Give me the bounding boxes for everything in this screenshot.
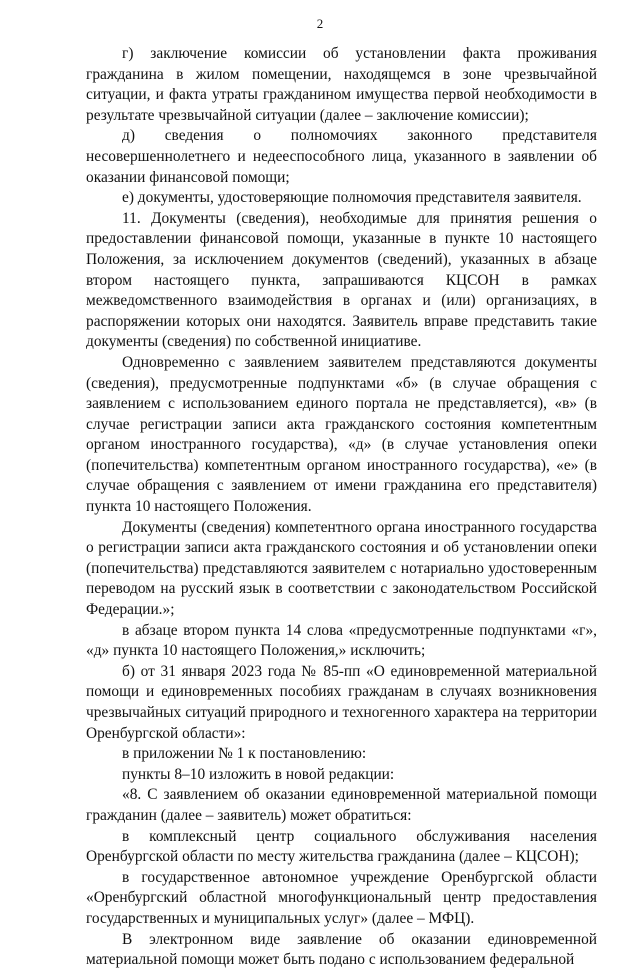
paragraph-g-commission-conclusion: г) заключение комиссии об установлении факта проживания гражданина в жилом помещении, находящемся в зоне чрезвычайной ситуации, и факта утраты гражданином имущества первой необходимости в результате чрезвычайной ситуации (далее – заключение комиссии); bbox=[86, 45, 597, 124]
paragraph-points-8-10: пункты 8–10 изложить в новой редакции: bbox=[122, 765, 395, 783]
paragraph-simultaneous-submission: Одновременно с заявлением заявителем представляются документы (сведения), предусмотренные подпунктами «б» (в случае обращения с заявлением с использованием единого портала не представляется), «в» (в случае регистрации записи акта гражданского состояния компетентным органом иностранного государства), «д» (в случае установления опеки (попечительства) компетентным органом иностранного государства), «е» (в случае обращения с заявлением от имени гражданина его представителя) пункта 10 настоящего Положения. bbox=[86, 353, 597, 516]
page-number: 2 bbox=[316, 16, 324, 31]
paragraph-e-representative-documents: е) документы, удостоверяющие полномочия представителя заявителя. bbox=[122, 189, 582, 207]
paragraph-b-resolution-85pp: б) от 31 января 2023 года № 85-пп «О единовременной материальной помощи и единовременных пособиях гражданам в случаях возникновения чрезвычайных ситуаций природного и техногенного характера на территории Оренбургской области»: bbox=[86, 662, 597, 742]
paragraph-kcson: в комплексный центр социального обслуживания населения Оренбургской области по месту жительства гражданина (далее – КЦСОН); bbox=[86, 827, 597, 866]
paragraph-point-8: «8. С заявлением об оказании единовременной материальной помощи гражданин (далее – заявитель) может обратиться: bbox=[86, 786, 597, 824]
paragraph-electronic-submission: В электронном виде заявление об оказании единовременной материальной помощи может быть подано с использованием федеральной bbox=[86, 930, 597, 969]
paragraph-point-14-amendment: в абзаце втором пункта 14 слова «предусмотренные подпунктами «г», «д» пункта 10 настоящего Положения,» исключить; bbox=[86, 621, 597, 660]
paragraph-mfc: в государственное автономное учреждение Оренбургской области «Оренбургский областной многофункциональный центр предоставления государственных и муниципальных услуг» (далее – МФЦ). bbox=[86, 868, 597, 927]
paragraph-11-documents: 11. Документы (сведения), необходимые для принятия решения о предоставлении финансовой помощи, указанные в пункте 10 настоящего Положения, за исключением документов (сведений), указанных в абзаце втором настоящего пункта, запрашиваются КЦСОН в рамках межведомственного взаимодействия в органах и (или) организациях, в распоряжении которых они находятся. Заявитель вправе представить такие документы (сведения) по собственной инициативе. bbox=[86, 209, 597, 351]
paragraph-appendix-1: в приложении № 1 к постановлению: bbox=[122, 745, 367, 763]
document-body bbox=[86, 44, 597, 971]
paragraph-foreign-documents: Документы (сведения) компетентного органа иностранного государства о регистрации записи акта гражданского состояния и об установлении опеки (попечительства) представляются заявителем с нотариально удостоверенным переводом на русский язык в соответствии с законодательством Российской Федерации.»; bbox=[86, 518, 597, 619]
paragraph-d-legal-representative: д) сведения о полномочиях законного представителя несовершеннолетнего и недееспособного лица, указанного в заявлении об оказании финансовой помощи; bbox=[86, 127, 597, 186]
